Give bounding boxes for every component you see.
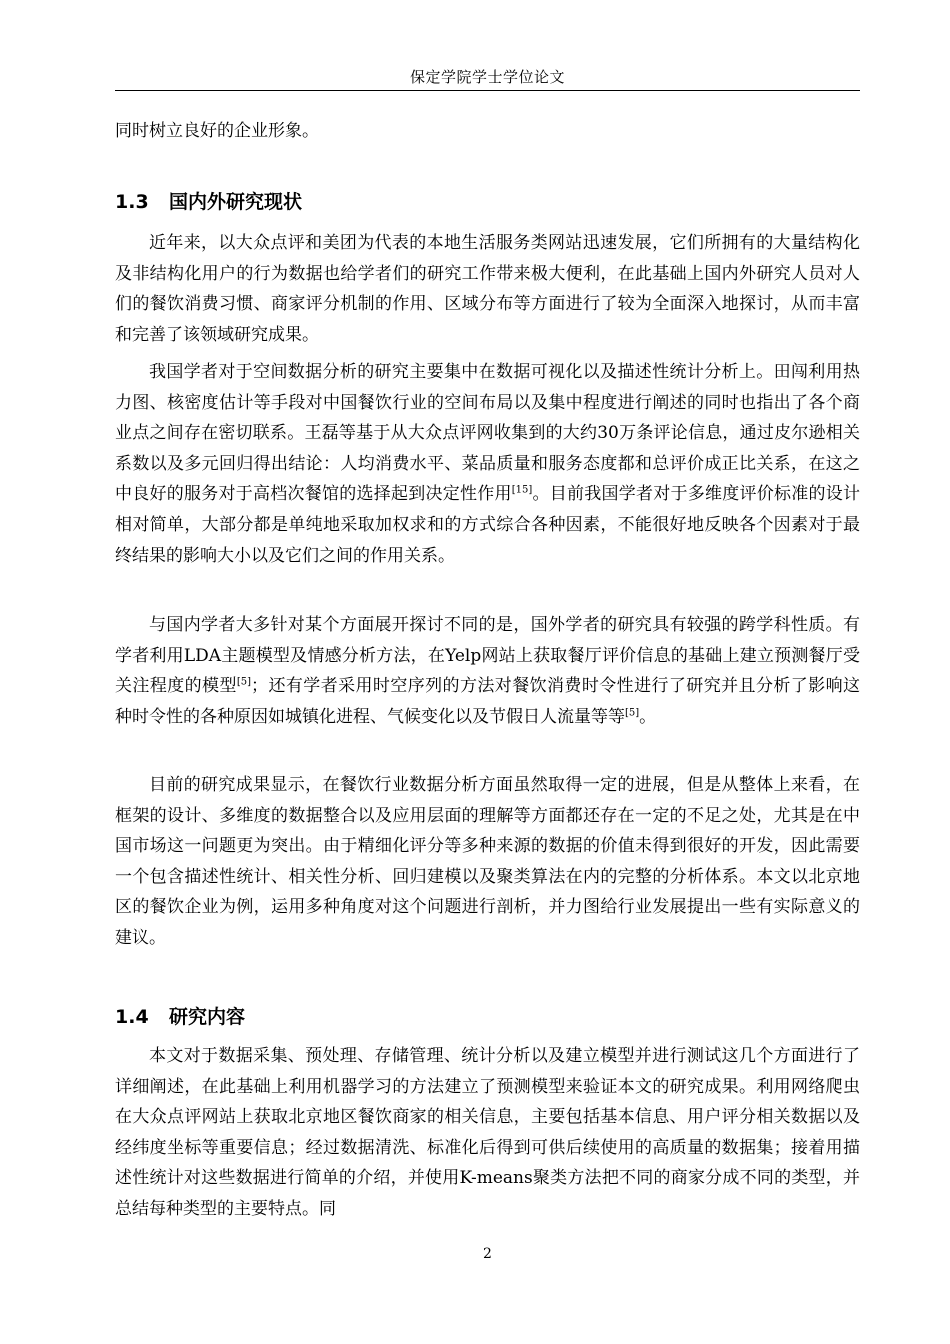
page-number: 2 [483, 1246, 492, 1262]
paragraph-text: 。 [639, 706, 657, 727]
section-number: 1.4 [115, 1006, 149, 1028]
section-number: 1.3 [115, 191, 149, 213]
section-title: 国内外研究现状 [169, 191, 303, 213]
paragraph-text: 我国学者对于空间数据分析的研究主要集中在数据可视化以及描述性统计分析上。田闯利用热力图、核密度估计等手段对中国餐饮行业的空间布局以及集中程度进行阐述的同时也指出了各个商业点之间存在密切联系。王磊等基于从大众点评网收集到的大约30万条评论信息，通过皮尔逊相关系数以及多元回归得出结论：人均消费水平、菜品质量和服务态度都和总评价成正比关系，在这之中良好的服务对于高档次餐馆的选择起到决定性作用 [115, 362, 860, 505]
paragraph-1-3-2 [115, 357, 860, 571]
paragraph-text: 。目前我国学者对于多维度评价标准的设计相对简单，大部分都是单纯地采取加权求和的方式综合各种因素，不能很好地反映各个因素对于最终结果的影响大小以及它们之间的作用关系。 [115, 484, 861, 566]
paragraph-text: 与国内学者大多针对某个方面展开探讨不同的是，国外学者的研究具有较强的跨学科性质。有学者利用LDA主题模型及情感分析方法，在Yelp网站上获取餐厅评价信息的基础上建立预测餐厅受关注程度的模型 [115, 615, 860, 697]
paragraph-1-3-3 [115, 610, 860, 732]
paragraph-text: ；还有学者采用时空序列的方法对餐饮消费时令性进行了研究并且分析了影响这种时令性的各种原因如城镇化进程、气候变化以及节假日人流量等等 [115, 676, 861, 727]
header-rule [115, 90, 860, 91]
citation-ref: [15] [511, 484, 533, 496]
section-title: 研究内容 [169, 1006, 246, 1028]
section-heading-1-4 [115, 1004, 860, 1030]
section-heading-1-3 [115, 189, 860, 215]
paragraph-1-4-1: 本文对于数据采集、预处理、存储管理、统计分析以及建立模型并进行测试这几个方面进行了详细阐述，在此基础上利用机器学习的方法建立了预测模型来验证本文的研究成果。利用网络爬虫在大众点评网站上获取北京地区餐饮商家的相关信息，主要包括基本信息、用户评分相关数据以及经纬度坐标等重要信息；经过数据清洗、标准化后得到可供后续使用的高质量的数据集；接着用描述性统计对这些数据进行简单的介绍，并使用K-means聚类方法把不同的商家分成不同的类型，并总结每种类型的主要特点。同 [115, 1046, 860, 1219]
paragraph-1-3-4: 目前的研究成果显示，在餐饮行业数据分析方面虽然取得一定的进展，但是从整体上来看，在框架的设计、多维度的数据整合以及应用层面的理解等方面都还存在一定的不足之处，尤其是在中国市场这一问题更为突出。由于精细化评分等多种来源的数据的价值未得到很好的开发，因此需要一个包含描述性统计、相关性分析、回归建模以及聚类算法在内的完整的分析体系。本文以北京地区的餐饮企业为例，运用多种角度对这个问题进行剖析，并力图给行业发展提出一些有实际意义的建议。 [115, 775, 860, 948]
continuation-paragraph: 同时树立良好的企业形象。 [115, 121, 319, 141]
paragraph-1-3-1: 近年来，以大众点评和美团为代表的本地生活服务类网站迅速发展，它们所拥有的大量结构化及非结构化用户的行为数据也给学者们的研究工作带来极大便利，在此基础上国内外研究人员对人们的餐饮消费习惯、商家评分机制的作用、区域分布等方面进行了较为全面深入地探讨，从而丰富和完善了该领域研究成果。 [115, 233, 860, 345]
header-title: 保定学院学士学位论文 [409, 68, 565, 86]
page-header [115, 66, 860, 88]
citation-ref: [5] [236, 676, 252, 688]
citation-ref: [5] [625, 707, 640, 719]
